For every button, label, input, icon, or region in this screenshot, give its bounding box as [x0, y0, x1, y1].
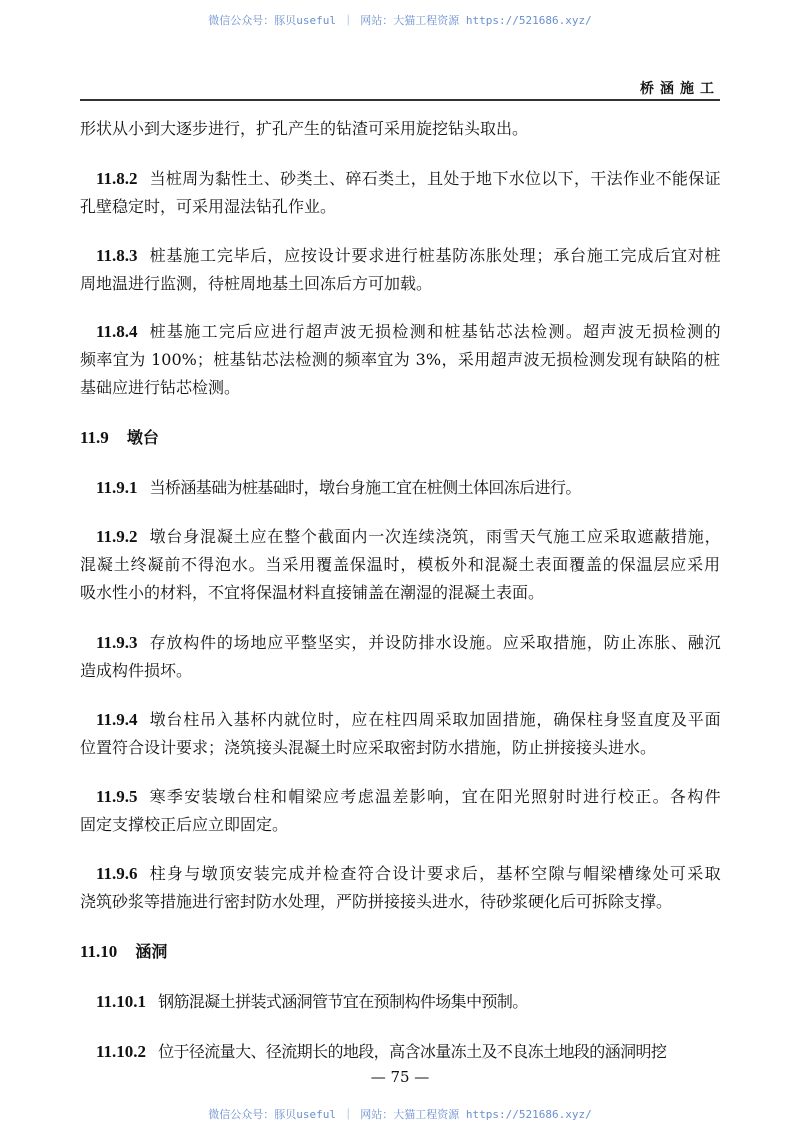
header-rule: [80, 99, 720, 101]
section-heading: [80, 941, 720, 963]
paragraph-line: [80, 632, 720, 654]
line-text: 柱身与墩顶安装完成并检查符合设计要求后，基杯空隙与帽梁槽缘处可采取: [149, 864, 720, 883]
paragraph-line: [80, 554, 720, 576]
section-title: 涵洞: [135, 942, 168, 961]
line-text: 寒季安装墩台柱和帽梁应考虑温差影响，宜在阳光照射时进行校正。各构件: [149, 787, 720, 806]
paragraph-line: [80, 814, 720, 836]
line-text: 位置符合设计要求；浇筑接头混凝土时应采取密封防水措施，防止拼接接头进水。: [80, 738, 657, 757]
paragraph-line: [80, 321, 720, 343]
line-text: 造成构件损坏。: [80, 661, 193, 680]
line-text: 桩基施工完毕后，应按设计要求进行桩基防冻胀处理；承台施工完成后宜对桩: [149, 246, 720, 265]
line-text: 钢筋混凝土拼装式涵洞管节宜在预制构件场集中预制。: [158, 992, 528, 1011]
paragraph-line: [80, 526, 720, 548]
line-text: 吸水性小的材料，不宜将保温材料直接铺盖在潮湿的混凝土表面。: [80, 583, 545, 602]
line-text: 浇筑砂浆等措施进行密封防水处理，严防拼接接头进水，待砂浆硬化后可拆除支撑。: [80, 892, 673, 911]
paragraph-line: [80, 991, 720, 1013]
paragraph-line: [80, 660, 720, 682]
line-text: 周地温进行监测，待桩周地基土回冻后方可加载。: [80, 274, 433, 293]
line-text: 当桩周为黏性土、砂类土、碎石类土，且处于地下水位以下，干法作业不能保证: [149, 169, 720, 188]
line-text: 混凝土终凝前不得泡水。当采用覆盖保温时，模板外和混凝土表面覆盖的保温层应采用: [80, 555, 720, 574]
watermark-top: 微信公众号：豚贝useful ｜ 网站：大猫工程资源 https://521686.xyz/: [208, 14, 592, 27]
paragraph-line: [80, 863, 720, 885]
clause-number: 11.9.6: [96, 864, 138, 883]
paragraph-line: [80, 1041, 720, 1063]
paragraph-line: [80, 477, 720, 499]
section-heading: [80, 427, 720, 449]
page-number: — 75 —: [370, 1068, 430, 1086]
line-text: 固定支撑校正后应立即固定。: [80, 815, 289, 834]
section-number: 11.9: [80, 428, 109, 447]
paragraph-line: [80, 349, 720, 371]
paragraph-line: [80, 737, 720, 759]
clause-number: 11.10.2: [96, 1042, 147, 1061]
paragraph-line: [80, 273, 720, 295]
line-text: 桩基施工完后应进行超声波无损检测和桩基钻芯法检测。超声波无损检测的: [149, 322, 720, 341]
paragraph-line: [80, 582, 720, 604]
clause-number: 11.9.4: [96, 710, 138, 729]
line-text: 频率宜为 100%；桩基钻芯法检测的频率宜为 3%，采用超声波无损检测发现有缺陷的桩: [80, 350, 720, 369]
clause-number: 11.9.5: [96, 787, 138, 806]
clause-number: 11.8.4: [96, 322, 138, 341]
paragraph-line: [80, 709, 720, 731]
section-title: 墩台: [126, 428, 159, 447]
paragraph-line: [80, 786, 720, 808]
clause-number: 11.9.2: [96, 527, 138, 546]
paragraph-line: [80, 118, 720, 140]
line-text: 基础应进行钻芯检测。: [80, 378, 241, 397]
clause-number: 11.8.3: [96, 246, 138, 265]
line-text: 位于径流量大、径流期长的地段，高含冰量冻土及不良冻土地段的涵洞明挖: [158, 1042, 667, 1061]
line-text: 形状从小到大逐步进行，扩孔产生的钻渣可采用旋挖钻头取出。: [80, 119, 529, 138]
line-text: 存放构件的场地应平整坚实，并设防排水设施。应采取措施，防止冻胀、融沉: [149, 633, 720, 652]
clause-number: 11.10.1: [96, 992, 147, 1011]
watermark-bottom: 微信公众号：豚贝useful ｜ 网站：大猫工程资源 https://521686.xyz/: [208, 1108, 592, 1121]
line-text: 当桥涵基础为桩基础时，墩台身施工宜在桩侧土体回冻后进行。: [149, 478, 581, 497]
line-text: 墩台身混凝土应在整个截面内一次连续浇筑，雨雪天气施工应采取遮蔽措施，: [149, 527, 720, 546]
paragraph-line: [80, 377, 720, 399]
clause-number: 11.9.3: [96, 633, 138, 652]
clause-number: 11.9.1: [96, 478, 138, 497]
paragraph-line: [80, 168, 720, 190]
clause-number: 11.8.2: [96, 169, 138, 188]
paragraph-line: [80, 196, 720, 218]
section-number: 11.10: [80, 942, 118, 961]
paragraph-line: [80, 891, 720, 913]
line-text: 墩台柱吊入基杯内就位时，应在柱四周采取加固措施，确保柱身竖直度及平面: [149, 710, 720, 729]
running-header: 桥涵施工: [640, 81, 720, 97]
paragraph-line: [80, 245, 720, 267]
line-text: 孔壁稳定时，可采用湿法钻孔作业。: [80, 197, 337, 216]
